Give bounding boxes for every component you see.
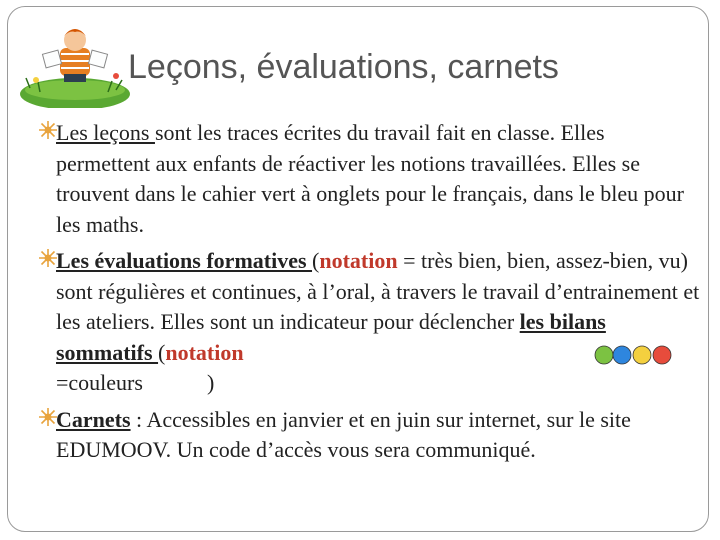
sun-bullet-icon — [38, 120, 58, 140]
paren-open-2: ( — [158, 339, 166, 365]
paren-close: ) — [206, 370, 215, 395]
term-bilans: les bilans sommatifs — [56, 309, 606, 365]
paren-open: ( — [312, 248, 320, 273]
notation-label: notation — [319, 248, 398, 273]
notation-label-2: notation — [165, 339, 244, 365]
paragraph-lecons — [36, 118, 702, 240]
sun-bullet-icon — [38, 248, 58, 268]
page-title: Leçons, évaluations, carnets — [128, 48, 559, 86]
sun-bullet-icon — [38, 407, 58, 427]
couleurs-text: =couleurs — [56, 370, 143, 395]
color-dots-icon — [594, 344, 674, 366]
paragraph-evaluations — [36, 246, 702, 399]
lecons-text: sont les traces écrites du travail fait en classe. Elles permettent aux enfants de réactiver les notions travaillées. Elles se trouvent dans le cahier vert à onglets pour le français, dans le bleu pour les maths. — [56, 120, 684, 237]
carnets-text: : Accessibles en janvier et en juin sur internet, sur le site EDUMOOV. Un code d’accès vous sera communiqué. — [56, 406, 631, 462]
term-carnets: Carnets — [56, 406, 131, 432]
paragraph-carnets — [36, 405, 702, 466]
slide-body — [36, 118, 702, 472]
term-lecons: Les leçons — [56, 120, 155, 145]
evaluations-text: = très bien, bien, assez-bien, vu) sont régulières et continues, à l’oral, à travers le travail d’entrainement et les ateliers. Elles sont un indicateur pour déclencher — [56, 248, 700, 334]
term-evaluations: Les évaluations formatives — [56, 248, 313, 273]
child-reading-clipart — [20, 18, 130, 108]
